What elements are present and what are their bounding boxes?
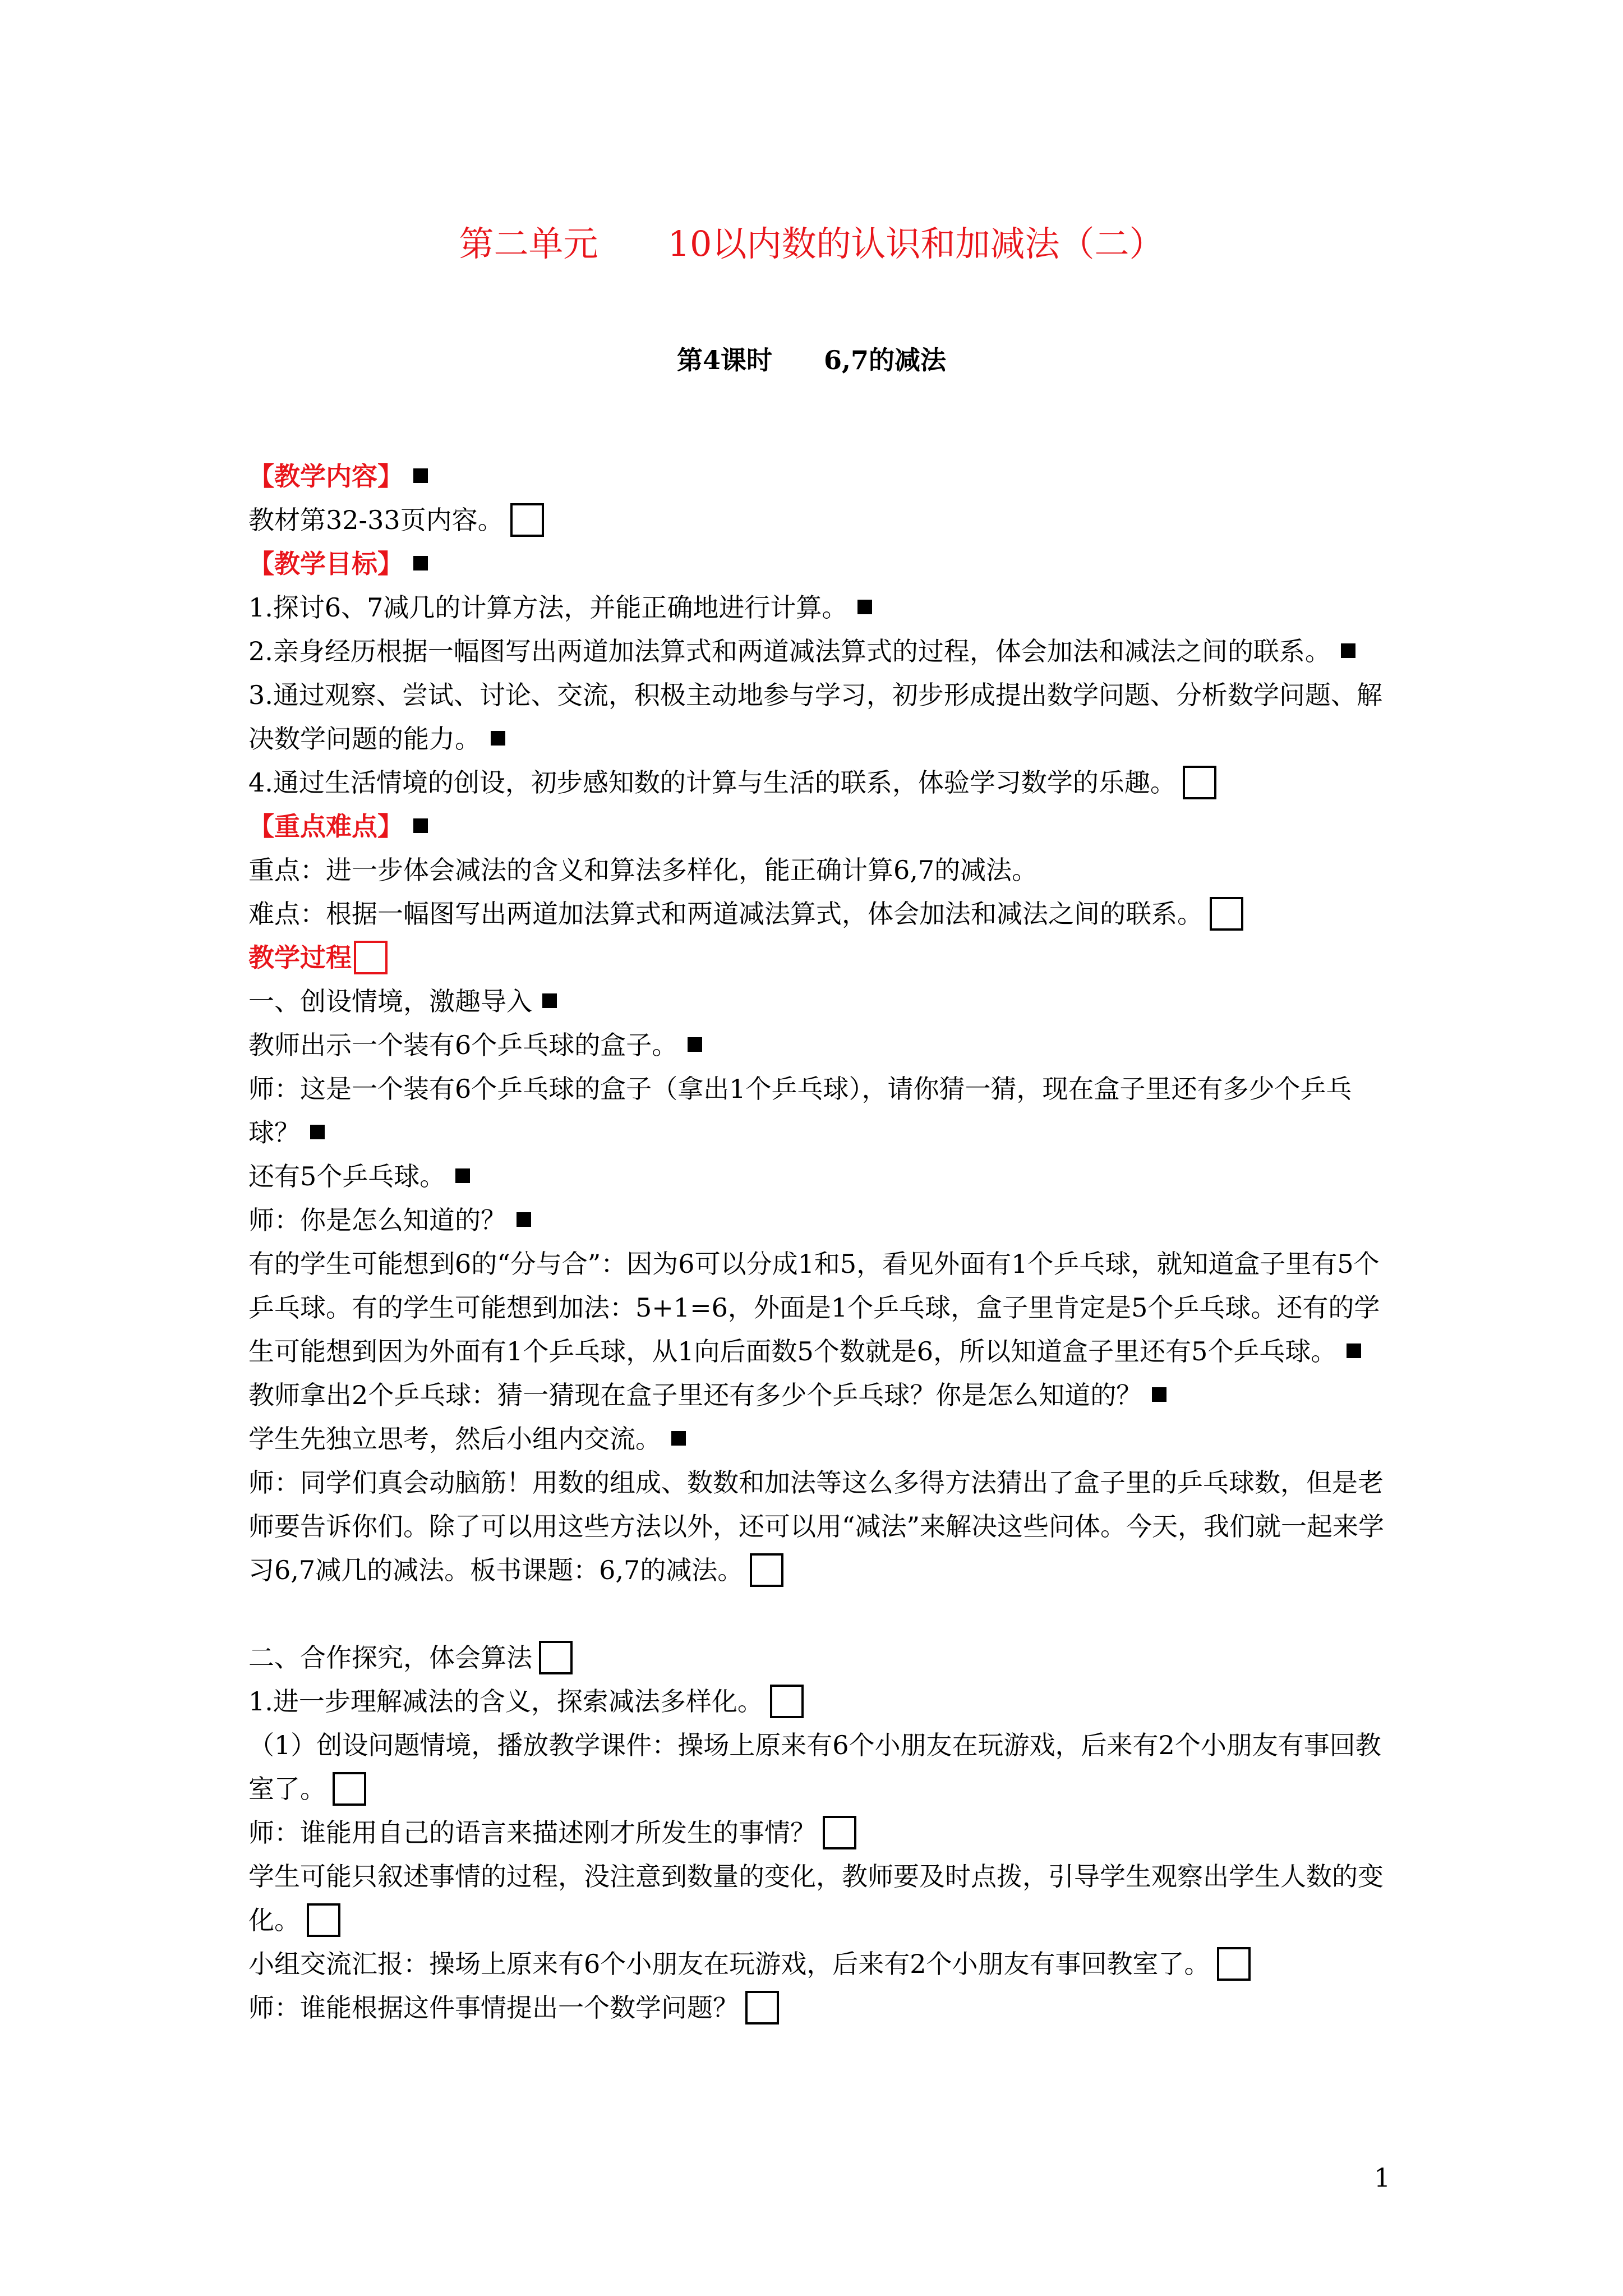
paragraph-text: 教师出示一个装有6个乒乓球的盒子。 — [248, 1030, 678, 1060]
paragraph-text: 师：这是一个装有6个乒乓球的盒子（拿出1个乒乓球），请你猜一猜，现在盒子里还有多少个乒乓球？ — [248, 1074, 1352, 1148]
page-number: 1 — [1374, 2162, 1391, 2193]
paragraph — [248, 1373, 1393, 1417]
lesson-subtitle: 第4课时 6,7的减法 — [676, 345, 947, 375]
paragraph — [248, 1811, 1393, 1855]
paragraph-text: 学生可能只叙述事情的过程，没注意到数量的变化，教师要及时点拨，引导学生观察出学生人数的变化。 — [248, 1861, 1384, 1935]
paragraph-text: 有的学生可能想到6的“分与合”：因为6可以分成1和5，看见外面有1个乒乓球，就知道盒子里有5个乒乓球。有的学生可能想到加法：5+1=6，外面是1个乒乓球，盒子里肯定是5个乒乓球。还有的学生可能想到因为外面有1个乒乓球，从1向后面数5个数就是6，所以知道盒子里还有5个乒乓球。 — [248, 1249, 1380, 1366]
empty-box-icon — [510, 503, 544, 537]
paragraph-text: 师：谁能根据这件事情提出一个数学问题？ — [248, 1993, 739, 2023]
empty-box-icon — [354, 941, 388, 974]
empty-box-icon — [823, 1816, 856, 1849]
paragraph-text: 【教学目标】 — [248, 549, 403, 579]
filled-square-icon — [517, 1212, 531, 1227]
paragraph — [248, 1986, 1393, 2030]
paragraph-text: 重点：进一步体会减法的含义和算法多样化，能正确计算6,7的减法。 — [248, 855, 1038, 885]
filled-square-icon — [542, 993, 557, 1008]
paragraph-text: 还有5个乒乓球。 — [248, 1161, 446, 1191]
section-heading — [248, 804, 1393, 848]
paragraph-text: 【教学内容】 — [248, 461, 403, 491]
section-heading — [248, 454, 1393, 498]
filled-square-icon — [671, 1431, 686, 1446]
filled-square-icon — [1341, 643, 1355, 658]
paragraph-text: 师：同学们真会动脑筋！用数的组成、数数和加法等这么多得方法猜出了盒子里的乒乓球数，但是老师要告诉你们。除了可以用这些方法以外，还可以用“减法”来解决这些问体。今天，我们就一起来学习6,7减几的减法。板书课题：6,7的减法。 — [248, 1467, 1385, 1585]
paragraph — [248, 1242, 1393, 1373]
paragraph-text: 4.通过生活情境的创设，初步感知数的计算与生活的联系，体验学习数学的乐趣。 — [248, 767, 1176, 798]
filled-square-icon — [857, 600, 872, 614]
paragraph-text: 学生先独立思考，然后小组内交流。 — [248, 1424, 661, 1454]
paragraph — [248, 629, 1393, 673]
paragraph — [248, 1855, 1393, 1942]
section-heading — [248, 936, 1393, 979]
empty-box-icon — [1183, 766, 1216, 799]
paragraph — [248, 1067, 1393, 1154]
filled-square-icon — [688, 1037, 702, 1052]
paragraph-text: 小组交流汇报：操场上原来有6个小朋友在玩游戏，后来有2个小朋友有事回教室了。 — [248, 1949, 1210, 1979]
paragraph — [248, 498, 1393, 542]
paragraph — [248, 1461, 1393, 1592]
paragraph-text: 二、合作探究，体会算法 — [248, 1642, 532, 1673]
filled-square-icon — [413, 556, 428, 570]
paragraph — [248, 848, 1393, 892]
paragraph-text: 1.进一步理解减法的含义，探索减法多样化。 — [248, 1686, 763, 1717]
paragraph — [248, 586, 1393, 629]
paragraph-text: 教学过程 — [248, 942, 352, 973]
filled-square-icon — [1152, 1387, 1166, 1402]
paragraph-text: 一、创设情境，激趣导入 — [248, 986, 532, 1016]
paragraph — [248, 1636, 1393, 1680]
paragraph-text: 教材第32-33页内容。 — [248, 505, 504, 535]
filled-square-icon — [455, 1168, 470, 1183]
empty-box-icon — [750, 1553, 783, 1587]
filled-square-icon — [491, 731, 505, 746]
document-body — [248, 454, 1393, 2030]
filled-square-icon — [413, 818, 428, 833]
filled-square-icon — [310, 1125, 325, 1139]
empty-box-icon — [745, 1991, 779, 2024]
paragraph — [248, 1417, 1393, 1461]
paragraph — [248, 1942, 1393, 1986]
filled-square-icon — [413, 468, 428, 483]
empty-box-icon — [333, 1772, 366, 1806]
paragraph — [248, 979, 1393, 1023]
paragraph — [248, 761, 1393, 804]
paragraph-text: 2.亲身经历根据一幅图写出两道加法算式和两道减法算式的过程，体会加法和减法之间的联系。 — [248, 636, 1331, 666]
paragraph-text: 3.通过观察、尝试、讨论、交流，积极主动地参与学习，初步形成提出数学问题、分析数学问题、解决数学问题的能力。 — [248, 680, 1382, 754]
section-heading — [248, 542, 1393, 586]
paragraph-text: （1）创设问题情境，播放教学课件：操场上原来有6个小朋友在玩游戏，后来有2个小朋友有事回教室了。 — [248, 1730, 1381, 1804]
empty-box-icon — [539, 1641, 573, 1674]
paragraph-text: 师：你是怎么知道的？ — [248, 1205, 506, 1235]
paragraph-gap — [248, 1592, 1393, 1636]
paragraph-text: 难点：根据一幅图写出两道加法算式和两道减法算式，体会加法和减法之间的联系。 — [248, 899, 1203, 929]
paragraph — [248, 892, 1393, 936]
paragraph-text: 教师拿出2个乒乓球：猜一猜现在盒子里还有多少个乒乓球？你是怎么知道的？ — [248, 1380, 1142, 1410]
paragraph — [248, 1723, 1393, 1811]
filled-square-icon — [1347, 1343, 1361, 1358]
page-title: 第二单元 10以内数的认识和加减法（二） — [459, 223, 1164, 264]
empty-box-icon — [1217, 1947, 1251, 1981]
empty-box-icon — [1210, 897, 1243, 931]
paragraph-text: 1.探讨6、7减几的计算方法，并能正确地进行计算。 — [248, 592, 848, 623]
paragraph-text: 【重点难点】 — [248, 811, 403, 841]
empty-box-icon — [307, 1903, 340, 1937]
paragraph — [248, 1680, 1393, 1723]
paragraph-text: 师：谁能用自己的语言来描述刚才所发生的事情？ — [248, 1818, 816, 1848]
paragraph — [248, 1154, 1393, 1198]
paragraph — [248, 1023, 1393, 1067]
paragraph — [248, 1198, 1393, 1242]
paragraph — [248, 673, 1393, 761]
empty-box-icon — [770, 1685, 804, 1718]
